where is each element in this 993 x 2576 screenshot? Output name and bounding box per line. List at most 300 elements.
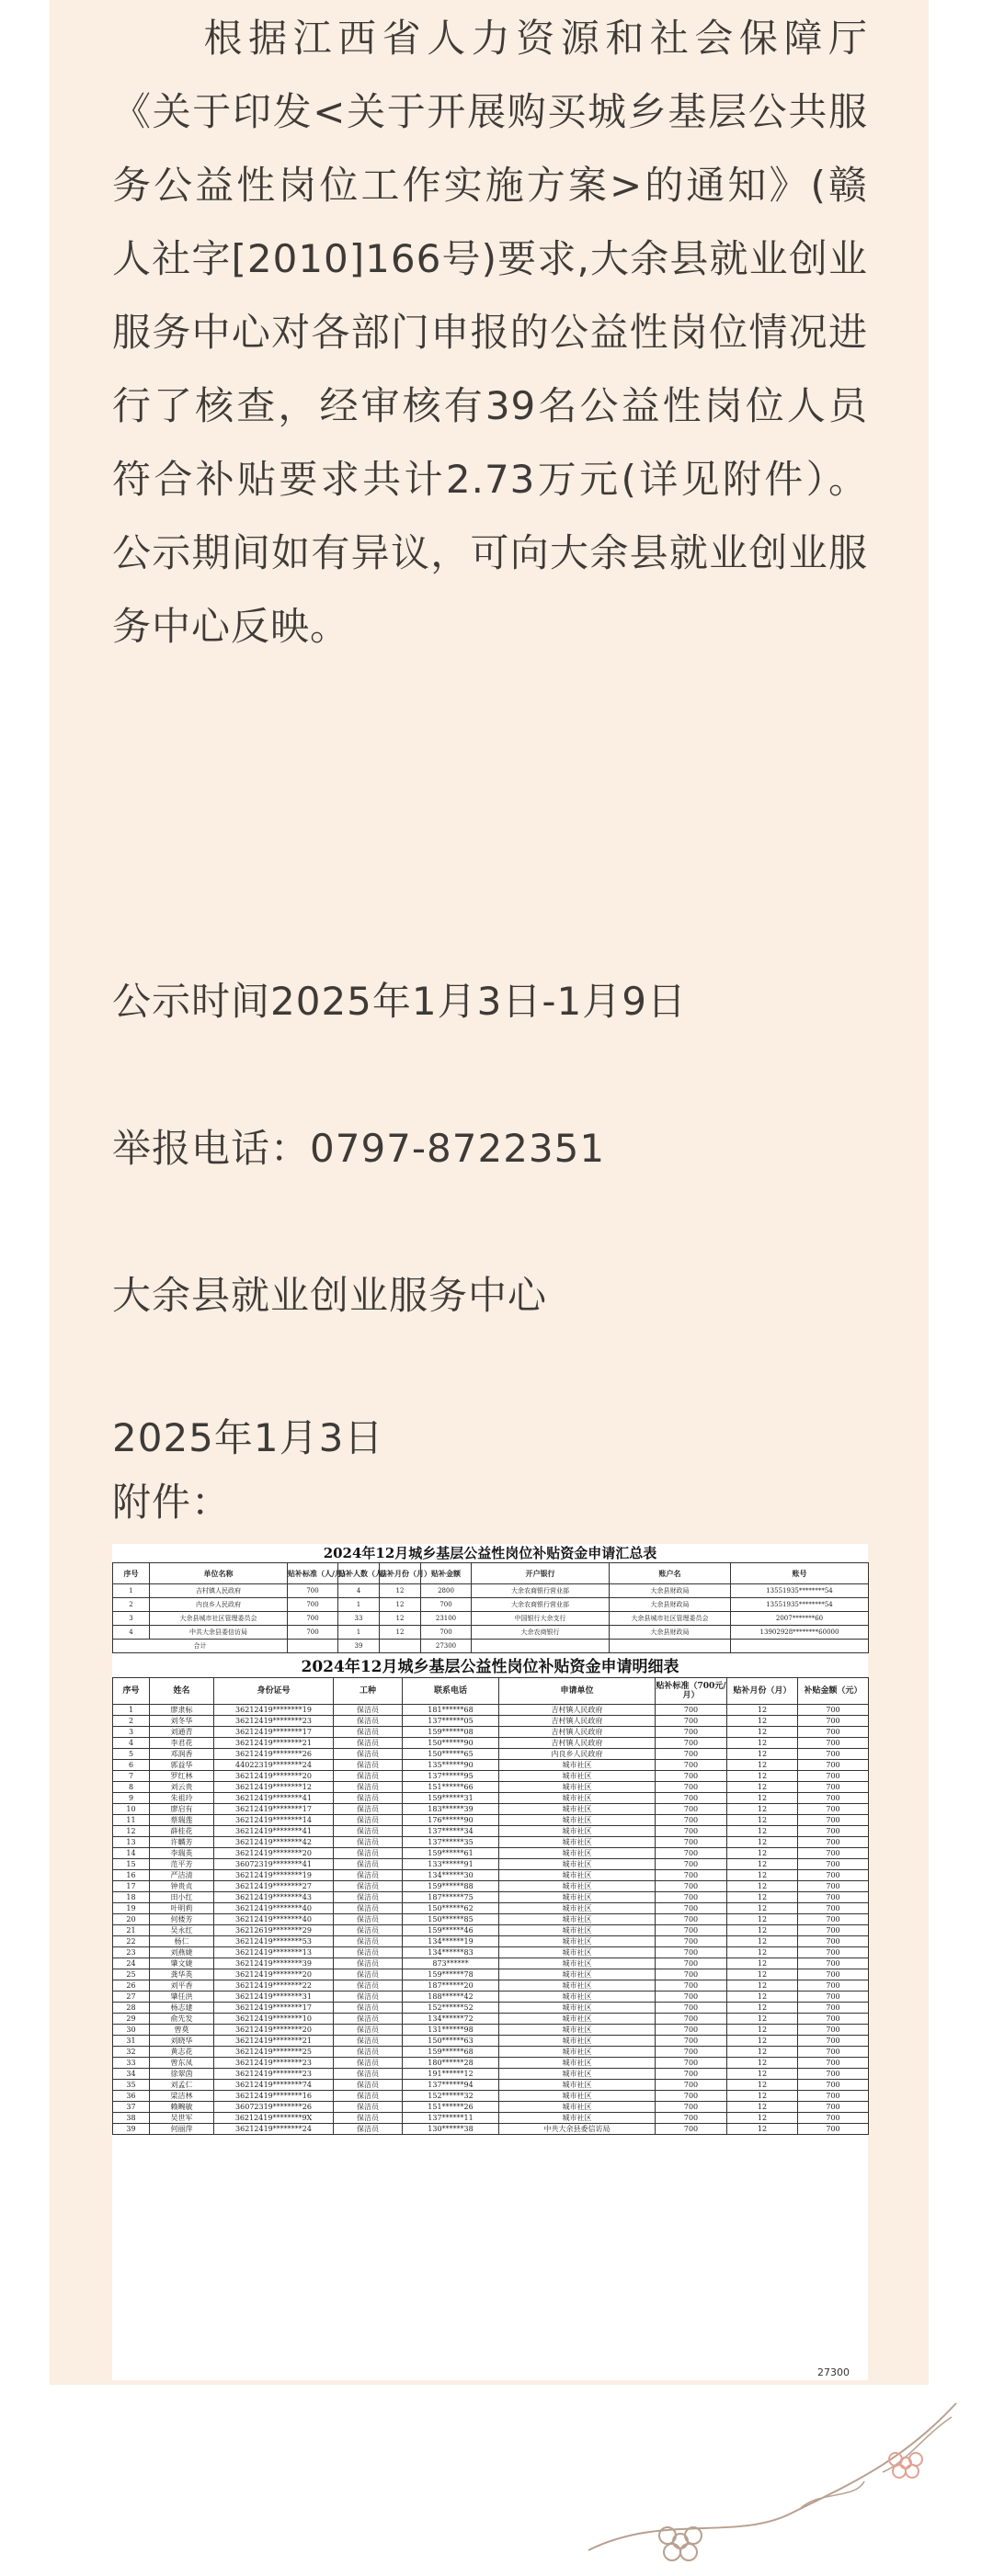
summary-cell: 13902928********60000: [731, 1626, 869, 1640]
attachment-label: 附件：: [112, 1480, 232, 1525]
detail-cell: 城市社区: [499, 2080, 656, 2091]
detail-cell: 135******90: [403, 1760, 499, 1771]
detail-cell: 5: [113, 1749, 150, 1760]
detail-cell: 3: [113, 1727, 150, 1738]
table-row: [113, 1947, 869, 1958]
detail-cell: 36212419********25: [214, 2047, 334, 2058]
detail-cell: 城市社区: [499, 1771, 656, 1782]
detail-cell: 保洁员: [334, 2113, 403, 2124]
detail-cell: 保洁员: [334, 1771, 403, 1782]
detail-cell: 191******12: [403, 2069, 499, 2080]
detail-table-title: 2024年12月城乡基层公益性岗位补贴资金申请明细表: [301, 1658, 679, 1676]
table-row: [113, 1804, 869, 1815]
table-row: [113, 1870, 869, 1881]
table-row: [113, 1936, 869, 1947]
detail-cell: 700: [656, 1771, 727, 1782]
detail-cell: 28: [113, 2003, 150, 2014]
detail-cell: 12: [727, 1793, 798, 1804]
detail-cell: 12: [727, 2036, 798, 2047]
detail-cell: 14: [113, 1848, 150, 1859]
detail-cell: 保洁员: [334, 1705, 403, 1716]
summary-cell: 23100: [421, 1612, 472, 1626]
detail-cell: 27: [113, 1992, 150, 2003]
summary-cell: 700: [288, 1584, 338, 1598]
detail-cell: 12: [727, 1804, 798, 1815]
detail-cell: 刘晓华: [150, 2036, 214, 2047]
detail-cell: 36212419********26: [214, 1749, 334, 1760]
detail-cell: 700: [656, 2102, 727, 2113]
detail-cell: 700: [798, 1716, 869, 1727]
detail-cell: 700: [798, 1892, 869, 1903]
detail-cell: 36212419********17: [214, 1727, 334, 1738]
table-row: [113, 1837, 869, 1848]
detail-cell: 城市社区: [499, 1870, 656, 1881]
detail-cell: 12: [727, 1936, 798, 1947]
detail-cell: 保洁员: [334, 1992, 403, 2003]
detail-cell: 刘平香: [150, 1980, 214, 1992]
detail-cell: 700: [798, 2069, 869, 2080]
detail-cell: 肇任洪: [150, 1992, 214, 2003]
detail-cell: 12: [727, 1727, 798, 1738]
table-row: [113, 2091, 869, 2102]
detail-cell: 保洁员: [334, 2003, 403, 2014]
detail-cell: 700: [656, 1848, 727, 1859]
detail-cell: 保洁员: [334, 1738, 403, 1749]
detail-cell: 12: [727, 1992, 798, 2003]
detail-cell: 保洁员: [334, 1870, 403, 1881]
detail-cell: 保洁员: [334, 1760, 403, 1771]
detail-cell: 700: [656, 2069, 727, 2080]
detail-cell: 保洁员: [334, 1914, 403, 1925]
detail-cell: 700: [656, 2003, 727, 2014]
detail-cell: 700: [798, 1947, 869, 1958]
detail-cell: 183******39: [403, 1804, 499, 1815]
detail-cell: 36212419********10: [214, 2014, 334, 2025]
detail-cell: 12: [727, 1881, 798, 1892]
detail-cell: 薛桂花: [150, 1826, 214, 1837]
detail-cell: 700: [798, 1804, 869, 1815]
detail-cell: 城市社区: [499, 2047, 656, 2058]
detail-cell: 刘云贵: [150, 1782, 214, 1793]
attachment-image: [112, 1544, 868, 2380]
detail-cell: 700: [656, 1826, 727, 1837]
detail-header-row: [113, 1678, 869, 1705]
summary-header-7: 账户名: [610, 1563, 731, 1584]
detail-cell: 保洁员: [334, 1958, 403, 1969]
table-row: [113, 1760, 869, 1771]
detail-cell: 31: [113, 2036, 150, 2047]
summary-cell: 12: [380, 1612, 421, 1626]
detail-cell: 700: [798, 1958, 869, 1969]
detail-cell: 城市社区: [499, 1848, 656, 1859]
summary-table-block: [112, 1544, 868, 2135]
detail-cell: 保洁员: [334, 1947, 403, 1958]
summary-header-6: 开户银行: [472, 1563, 610, 1584]
detail-cell: 700: [798, 1980, 869, 1992]
detail-total-amount: 27300: [817, 2366, 850, 2378]
detail-cell: 13: [113, 1837, 150, 1848]
detail-cell: 700: [656, 1727, 727, 1738]
detail-cell: 城市社区: [499, 2036, 656, 2047]
detail-cell: 700: [798, 1903, 869, 1914]
table-row: [113, 1716, 869, 1727]
detail-cell: 152******52: [403, 2003, 499, 2014]
detail-cell: 12: [727, 1870, 798, 1881]
detail-cell: 700: [798, 2080, 869, 2091]
detail-cell: 9: [113, 1793, 150, 1804]
detail-cell: 700: [656, 1914, 727, 1925]
detail-cell: 12: [727, 1958, 798, 1969]
detail-cell: 36212419********21: [214, 1738, 334, 1749]
table-row: [113, 2102, 869, 2113]
detail-cell: 36212419********42: [214, 1837, 334, 1848]
table-row: [113, 1815, 869, 1826]
detail-cell: 137******35: [403, 1837, 499, 1848]
detail-cell: 吉村镇人民政府: [499, 1738, 656, 1749]
detail-cell: 36212419********39: [214, 1958, 334, 1969]
summary-cell: 13551935********54: [731, 1598, 869, 1612]
summary-total-people: 39: [338, 1640, 380, 1653]
detail-cell: 刘通青: [150, 1727, 214, 1738]
detail-cell: 12: [727, 1760, 798, 1771]
summary-cell: 大余县城市社区管理委员会: [610, 1612, 731, 1626]
detail-cell: 吴世军: [150, 2113, 214, 2124]
detail-cell: 12: [727, 1980, 798, 1992]
detail-cell: 700: [656, 2047, 727, 2058]
detail-cell: 10: [113, 1804, 150, 1815]
detail-cell: 12: [727, 1705, 798, 1716]
table-row: [113, 2069, 869, 2080]
detail-cell: 保洁员: [334, 1892, 403, 1903]
detail-cell: 保洁员: [334, 1881, 403, 1892]
detail-cell: 曾莫: [150, 2025, 214, 2036]
detail-cell: 700: [798, 1826, 869, 1837]
detail-cell: 保洁员: [334, 1815, 403, 1826]
detail-header-4: 联系电话: [403, 1678, 499, 1705]
table-row: [113, 2025, 869, 2036]
detail-cell: 2: [113, 1716, 150, 1727]
detail-cell: 180******28: [403, 2058, 499, 2069]
detail-cell: 700: [798, 1881, 869, 1892]
notice-text: 根据江西省人力资源和社会保障厅《关于印发<关于开展购买城乡基层公共服务公益性岗位工作实施方案>的通知》(赣人社字[2010]166号)要求,大余县就业创业服务中心对各部门申报的公益性岗位情况进行了核查，经审核有39名公益性岗位人员符合补贴要求共计2.73万元(详见附件）。公示期间如有异议，可向大余县就业创业服务中心反映。: [112, 16, 868, 649]
detail-cell: 36212419********17: [214, 2003, 334, 2014]
detail-cell: 700: [798, 1925, 869, 1936]
detail-cell: 36212419********22: [214, 1980, 334, 1992]
detail-cell: 137******94: [403, 2080, 499, 2091]
table-row: [113, 2080, 869, 2091]
detail-cell: 150******90: [403, 1738, 499, 1749]
detail-header-3: 工种: [334, 1678, 403, 1705]
detail-cell: 36072319********41: [214, 1859, 334, 1870]
detail-cell: 6: [113, 1760, 150, 1771]
detail-cell: 12: [727, 2102, 798, 2113]
table-row: [113, 1727, 869, 1738]
summary-cell: 2007*******60: [731, 1612, 869, 1626]
detail-cell: 城市社区: [499, 2058, 656, 2069]
summary-cell: 700: [421, 1626, 472, 1640]
summary-cell: 12: [380, 1584, 421, 1598]
detail-cell: 36212419********43: [214, 1892, 334, 1903]
detail-cell: 187******20: [403, 1980, 499, 1992]
detail-cell: 700: [798, 2025, 869, 2036]
detail-cell: 137******95: [403, 1771, 499, 1782]
summary-cell: 大余农商银行营业部: [472, 1584, 610, 1598]
detail-cell: 保洁员: [334, 2069, 403, 2080]
detail-cell: 36212419********19: [214, 1870, 334, 1881]
detail-cell: 151******66: [403, 1782, 499, 1793]
detail-cell: 36212419********24: [214, 2124, 334, 2135]
summary-total-row: [113, 1640, 869, 1653]
detail-cell: 36212419********53: [214, 1936, 334, 1947]
detail-cell: 700: [656, 2058, 727, 2069]
summary-cell: 700: [288, 1612, 338, 1626]
detail-cell: 134******30: [403, 1870, 499, 1881]
detail-cell: 150******62: [403, 1903, 499, 1914]
detail-cell: 150******65: [403, 1749, 499, 1760]
detail-cell: 中共大余县委信访局: [499, 2124, 656, 2135]
detail-cell: 700: [656, 1992, 727, 2003]
detail-cell: 700: [656, 2014, 727, 2025]
detail-cell: 范平芳: [150, 1859, 214, 1870]
detail-cell: 保洁员: [334, 1980, 403, 1992]
detail-cell: 吉村镇人民政府: [499, 1727, 656, 1738]
detail-cell: 700: [656, 2080, 727, 2091]
table-row: [113, 1782, 869, 1793]
detail-cell: 159******61: [403, 1848, 499, 1859]
detail-cell: 700: [798, 1992, 869, 2003]
detail-cell: 12: [727, 1947, 798, 1958]
detail-cell: 12: [727, 1782, 798, 1793]
detail-cell: 22: [113, 1936, 150, 1947]
detail-cell: 保洁员: [334, 2047, 403, 2058]
detail-cell: 城市社区: [499, 1826, 656, 1837]
detail-cell: 36212419********40: [214, 1903, 334, 1914]
detail-cell: 保洁员: [334, 2058, 403, 2069]
detail-cell: 保洁员: [334, 1936, 403, 1947]
detail-header-1: 姓名: [150, 1678, 214, 1705]
summary-cell: 中共大余县委信访局: [150, 1626, 288, 1640]
summary-cell: 大余县财政局: [610, 1584, 731, 1598]
summary-header-2: 贴补标准（人/月）: [288, 1563, 338, 1584]
detail-cell: 保洁员: [334, 2080, 403, 2091]
detail-cell: 150******63: [403, 2036, 499, 2047]
detail-cell: 12: [727, 1837, 798, 1848]
detail-cell: 159******08: [403, 1727, 499, 1738]
detail-cell: 保洁员: [334, 1969, 403, 1980]
detail-cell: 保洁员: [334, 1782, 403, 1793]
detail-cell: 7: [113, 1771, 150, 1782]
summary-header-0: 序号: [113, 1563, 150, 1584]
detail-cell: 700: [798, 1837, 869, 1848]
table-row: [113, 2014, 869, 2025]
detail-cell: 700: [798, 1793, 869, 1804]
detail-cell: 159******46: [403, 1925, 499, 1936]
detail-cell: 城市社区: [499, 1793, 656, 1804]
detail-cell: 700: [656, 1936, 727, 1947]
table-row: [113, 1826, 869, 1837]
detail-cell: 176******90: [403, 1815, 499, 1826]
table-row: [113, 2036, 869, 2047]
table-row: [113, 1925, 869, 1936]
detail-cell: 700: [798, 1859, 869, 1870]
summary-cell: 1: [338, 1598, 380, 1612]
summary-total-amount: 27300: [421, 1640, 472, 1653]
detail-cell: 12: [113, 1826, 150, 1837]
summary-cell: 中国银行大余支行: [472, 1612, 610, 1626]
detail-cell: 34: [113, 2069, 150, 2080]
detail-cell: 44022319********24: [214, 1760, 334, 1771]
detail-cell: 700: [656, 1859, 727, 1870]
summary-cell: 大余县财政局: [610, 1598, 731, 1612]
detail-cell: 32: [113, 2047, 150, 2058]
detail-cell: 保洁员: [334, 1925, 403, 1936]
detail-cell: 700: [656, 1837, 727, 1848]
detail-cell: 11: [113, 1815, 150, 1826]
detail-cell: 龚华英: [150, 1969, 214, 1980]
detail-cell: 18: [113, 1892, 150, 1903]
detail-cell: 36212419********20: [214, 2025, 334, 2036]
detail-cell: 159******78: [403, 1969, 499, 1980]
detail-cell: 19: [113, 1903, 150, 1914]
detail-cell: 151******26: [403, 2102, 499, 2113]
detail-cell: 181******68: [403, 1705, 499, 1716]
detail-cell: 700: [656, 2124, 727, 2135]
detail-cell: 保洁员: [334, 2014, 403, 2025]
detail-cell: 保洁员: [334, 1793, 403, 1804]
detail-cell: 152******32: [403, 2091, 499, 2102]
detail-cell: 12: [727, 1815, 798, 1826]
table-row: [113, 1914, 869, 1925]
detail-cell: 12: [727, 1859, 798, 1870]
detail-cell: 33: [113, 2058, 150, 2069]
notice-period: 公示时间2025年1月3日-1月9日: [112, 979, 687, 1024]
detail-cell: 36212419********13: [214, 1947, 334, 1958]
detail-cell: 城市社区: [499, 2113, 656, 2124]
summary-cell: 13551935********54: [731, 1584, 869, 1598]
detail-cell: 700: [798, 2091, 869, 2102]
detail-cell: 700: [656, 1782, 727, 1793]
detail-cell: 134******72: [403, 2014, 499, 2025]
detail-cell: 159******88: [403, 1881, 499, 1892]
detail-cell: 朱祖玲: [150, 1793, 214, 1804]
detail-cell: 700: [798, 1749, 869, 1760]
summary-cell: 3: [113, 1612, 150, 1626]
table-row: [113, 2058, 869, 2069]
detail-cell: 700: [656, 1749, 727, 1760]
detail-cell: 城市社区: [499, 1958, 656, 1969]
detail-cell: 130******38: [403, 2124, 499, 2135]
detail-cell: 36212419********9X: [214, 2113, 334, 2124]
detail-cell: 保洁员: [334, 1749, 403, 1760]
summary-header-8: 账号: [731, 1563, 869, 1584]
table-row: [113, 1859, 869, 1870]
detail-table-body: [113, 1705, 869, 2135]
detail-cell: 700: [798, 2124, 869, 2135]
summary-table: [112, 1562, 869, 1653]
detail-cell: 700: [656, 1760, 727, 1771]
table-row: [113, 1892, 869, 1903]
detail-cell: 700: [798, 1705, 869, 1716]
detail-cell: 保洁员: [334, 2025, 403, 2036]
report-phone: 举报电话：0797-8722351: [112, 1126, 606, 1171]
summary-header-5: 贴补金额: [421, 1563, 472, 1584]
detail-cell: 内良乡人民政府: [499, 1749, 656, 1760]
detail-cell: 徐翠茵: [150, 2069, 214, 2080]
detail-cell: 137******11: [403, 2113, 499, 2124]
detail-cell: 36212419********21: [214, 2036, 334, 2047]
detail-cell: 700: [798, 2003, 869, 2014]
table-row: [113, 2003, 869, 2014]
summary-cell: 1: [338, 1626, 380, 1640]
detail-cell: 24: [113, 1958, 150, 1969]
detail-cell: 25: [113, 1969, 150, 1980]
summary-cell: 12: [380, 1598, 421, 1612]
detail-cell: 700: [656, 1705, 727, 1716]
detail-cell: 12: [727, 2014, 798, 2025]
detail-cell: 城市社区: [499, 1859, 656, 1870]
detail-cell: 700: [798, 1969, 869, 1980]
detail-cell: 36212419********23: [214, 2069, 334, 2080]
detail-cell: 蔡瑞莲: [150, 1815, 214, 1826]
detail-cell: 39: [113, 2124, 150, 2135]
detail-cell: 30: [113, 2025, 150, 2036]
detail-cell: 36212419********27: [214, 1881, 334, 1892]
detail-cell: 700: [656, 1881, 727, 1892]
issue-date: 2025年1月3日: [112, 1415, 384, 1460]
detail-cell: 36212419********20: [214, 1848, 334, 1859]
detail-cell: 23: [113, 1947, 150, 1958]
detail-cell: 700: [798, 2047, 869, 2058]
detail-cell: 36212419********17: [214, 1804, 334, 1815]
detail-cell: 36212419********41: [214, 1826, 334, 1837]
detail-cell: 36: [113, 2091, 150, 2102]
detail-cell: 36212419********31: [214, 1992, 334, 2003]
detail-cell: 曾东凤: [150, 2058, 214, 2069]
detail-cell: 36212419********74: [214, 2080, 334, 2091]
table-row: [113, 1958, 869, 1969]
detail-cell: 700: [656, 1815, 727, 1826]
detail-cell: 梁洁林: [150, 2091, 214, 2102]
detail-cell: 700: [656, 1947, 727, 1958]
detail-cell: 城市社区: [499, 1837, 656, 1848]
detail-cell: 12: [727, 1749, 798, 1760]
detail-cell: 城市社区: [499, 1980, 656, 1992]
summary-cell: 33: [338, 1612, 380, 1626]
detail-cell: 刘燕婕: [150, 1947, 214, 1958]
detail-cell: 700: [656, 2025, 727, 2036]
detail-cell: 700: [798, 1848, 869, 1859]
detail-cell: 郭益华: [150, 1760, 214, 1771]
issuing-organization: 大余县就业创业服务中心: [112, 1273, 548, 1318]
summary-cell: 2800: [421, 1584, 472, 1598]
summary-header-4: 贴补月份（月）: [380, 1563, 421, 1584]
detail-cell: 保洁员: [334, 2102, 403, 2113]
detail-cell: 吴永红: [150, 1925, 214, 1936]
detail-cell: 29: [113, 2014, 150, 2025]
floral-decoration-icon: [0, 2353, 993, 2576]
summary-table-title: 2024年12月城乡基层公益性岗位补贴资金申请汇总表: [323, 1545, 657, 1561]
summary-cell: 吉村镇人民政府: [150, 1584, 288, 1598]
detail-cell: 700: [656, 2091, 727, 2102]
detail-cell: 罗红林: [150, 1771, 214, 1782]
detail-cell: 137******05: [403, 1716, 499, 1727]
detail-cell: 12: [727, 1848, 798, 1859]
summary-cell: 大余农商银行营业部: [472, 1598, 610, 1612]
detail-cell: 159******68: [403, 2047, 499, 2058]
detail-header-2: 身份证号: [214, 1678, 334, 1705]
summary-cell: 大余农商银行: [472, 1626, 610, 1640]
detail-cell: 700: [656, 1980, 727, 1992]
